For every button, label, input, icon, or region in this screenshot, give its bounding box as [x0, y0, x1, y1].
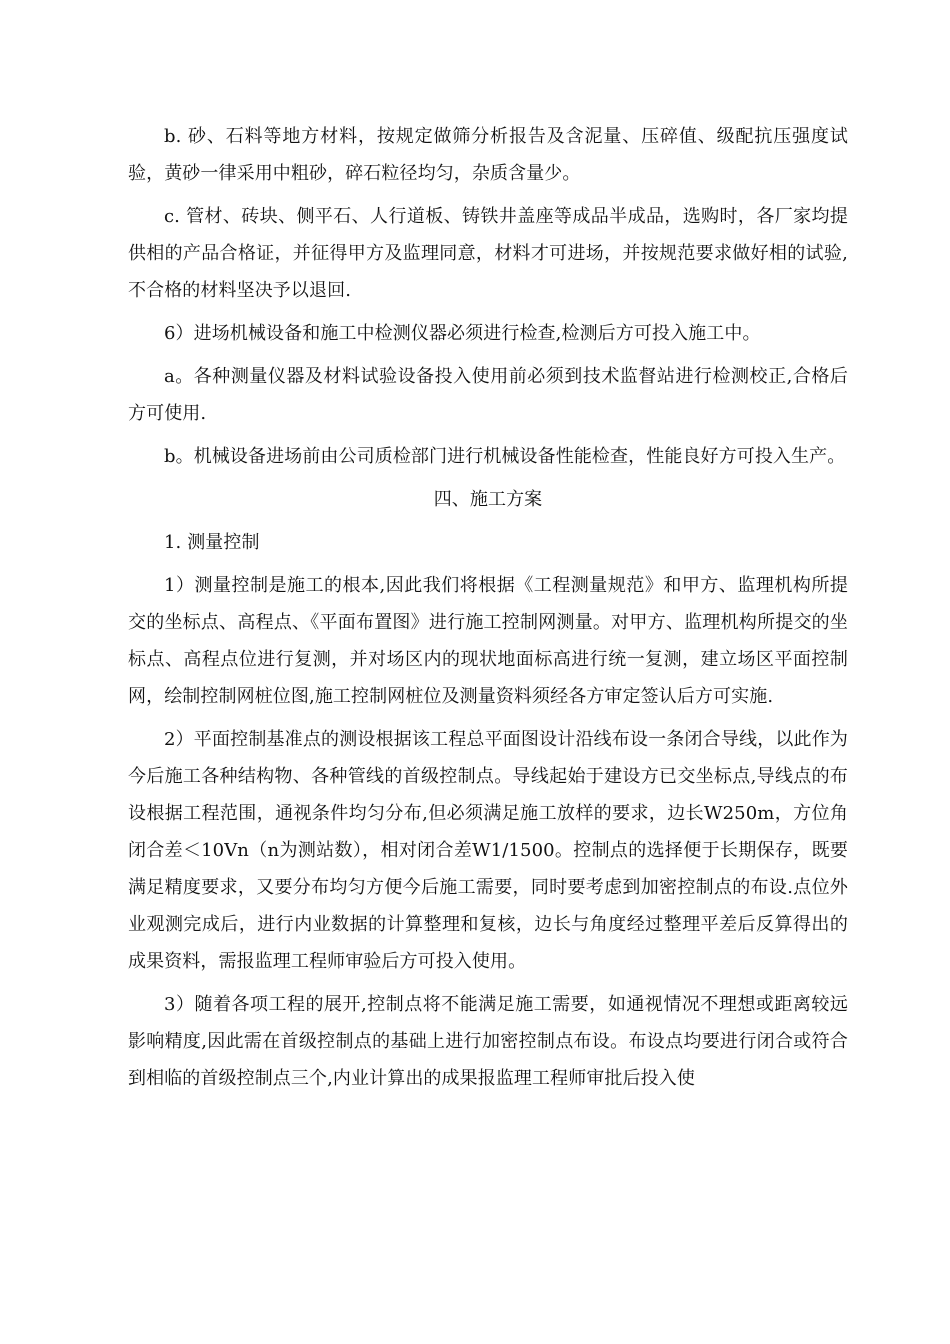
section-heading: 四、施工方案 — [433, 489, 543, 510]
paragraph-equipment-b: b。机械设备进场前由公司质检部门进行机械设备性能检查，性能良好方可投入生产。 — [164, 446, 846, 467]
paragraph-survey-1: 1）测量控制是施工的根本,因此我们将根据《工程测量规范》和甲方、监理机构所提交的坐标点、高程点、《平面布置图》进行施工控制网测量。对甲方、监理机构所提交的坐标点、高程点位进行复测，并对场区内的现状地面标高进行统一复测，建立场区平面控制网，绘制控制网桩位图,施工控制网桩位及测量资料须经各方审定签认后方可实施. — [128, 575, 848, 707]
subsection-heading: 1. 测量控制 — [164, 532, 260, 553]
paragraph-material-c: c. 管材、砖块、侧平石、人行道板、铸铁井盖座等成品半成品，选购时，各厂家均提供相的产品合格证，并征得甲方及监理同意，材料才可进场，并按规范要求做好相的试验,不合格的材料坚决予以退回. — [128, 206, 848, 301]
paragraph-equipment-a: a。各种测量仪器及材料试验设备投入使用前必须到技术监督站进行检测校正,合格后方可使用. — [128, 366, 848, 424]
paragraph-survey-3: 3）随着各项工程的展开,控制点将不能满足施工需要，如通视情况不理想或距离较远影响精度,因此需在首级控制点的基础上进行加密控制点布设。布设点均要进行闭合或符合到相临的首级控制点三个,内业计算出的成果报监理工程师审批后投入使 — [128, 994, 848, 1089]
document-body — [128, 118, 848, 1103]
paragraph-equipment-check: 6）进场机械设备和施工中检测仪器必须进行检查,检测后方可投入施工中。 — [164, 323, 761, 344]
paragraph-material-b: b. 砂、石料等地方材料，按规定做筛分析报告及含泥量、压碎值、级配抗压强度试验，黄砂一律采用中粗砂，碎石粒径均匀，杂质含量少。 — [128, 126, 848, 184]
paragraph-survey-2: 2）平面控制基准点的测设根据该工程总平面图设计沿线布设一条闭合导线，以此作为今后施工各种结构物、各种管线的首级控制点。导线起始于建设方已交坐标点,导线点的布设根据工程范围，通视条件均匀分布,但必须满足施工放样的要求，边长W250m，方位角闭合差＜10Vn（n为测站数），相对闭合差W1/1500。控制点的选择便于长期保存，既要满足精度要求，又要分布均匀方便今后施工需要，同时要考虑到加密控制点的布设.点位外业观测完成后，进行内业数据的计算整理和复核，边长与角度经过整理平差后反算得出的成果资料，需报监理工程师审验后方可投入使用。 — [128, 729, 848, 972]
